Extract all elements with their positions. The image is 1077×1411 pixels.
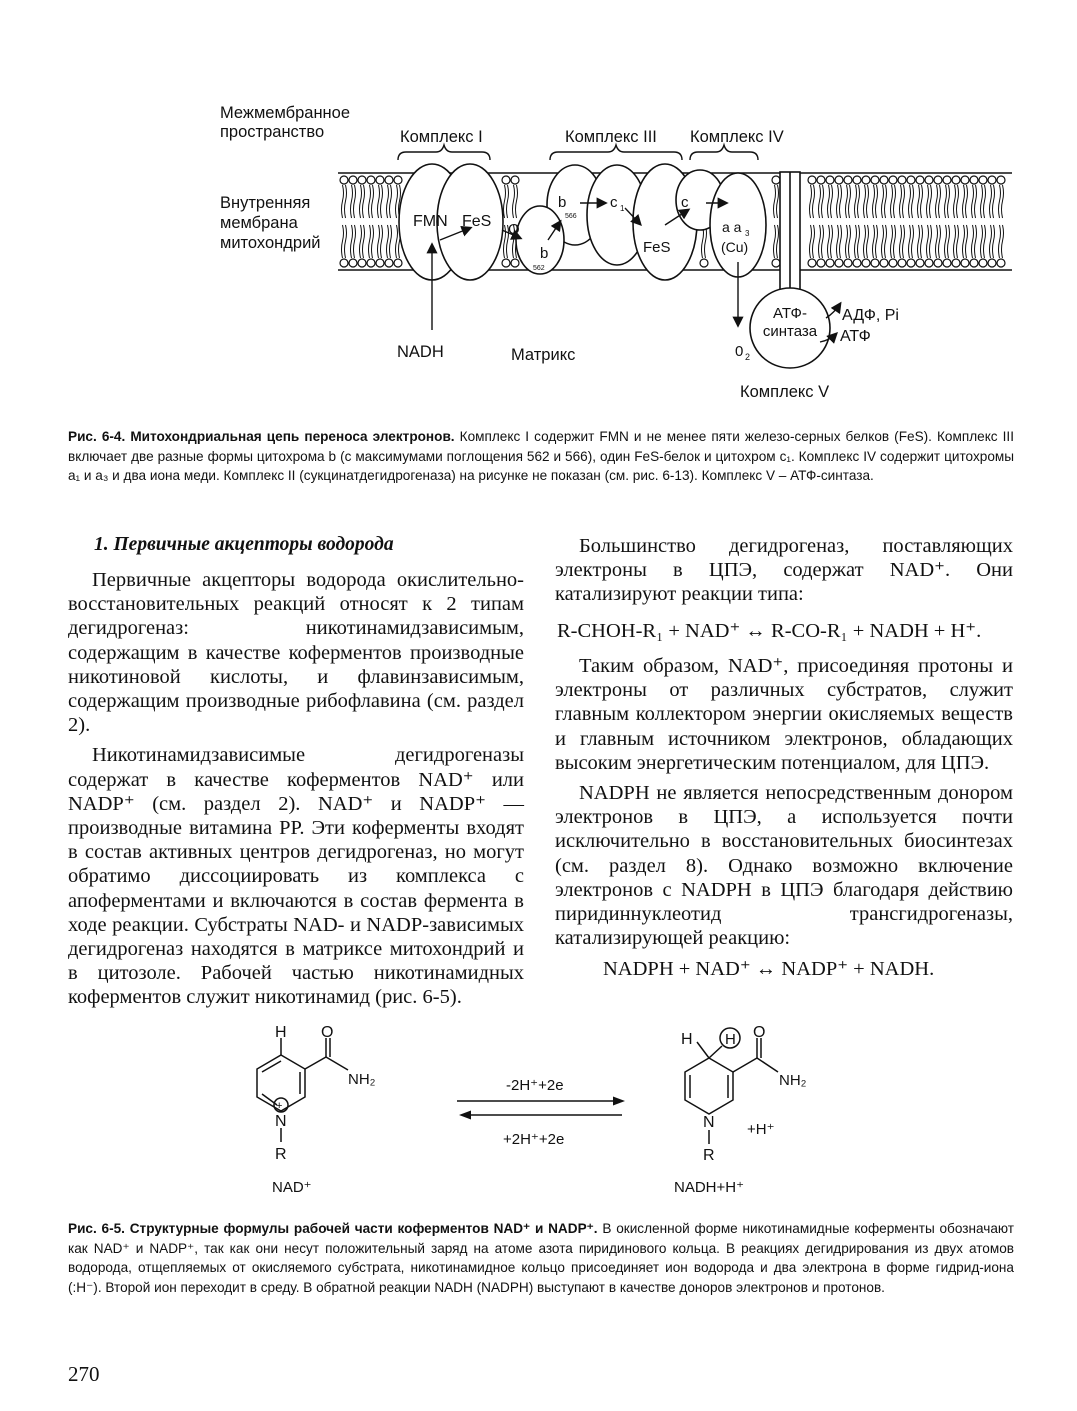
lipid-head (808, 176, 816, 184)
lipid-tail (873, 225, 875, 258)
lipid-tail (903, 185, 905, 218)
lipid-head (340, 176, 348, 184)
lipid-head (502, 176, 510, 184)
lipid-head (997, 176, 1005, 184)
lipid-tail (990, 185, 992, 218)
lipid-head (853, 176, 861, 184)
lipid-tail (981, 185, 983, 218)
equation-2: NADPH + NAD⁺ ↔ NADP⁺ + NADH. (603, 958, 935, 980)
lipid-tail (810, 185, 812, 218)
lipid-head (394, 259, 402, 267)
lipid-tail (894, 225, 896, 258)
right-column-continued (555, 654, 1013, 956)
lipid-head (880, 176, 888, 184)
fes-1-label: FeS (462, 213, 492, 230)
lipid-head (772, 176, 780, 184)
lipid-head (961, 259, 969, 267)
lipid-head (772, 259, 780, 267)
nad-ring (257, 1038, 348, 1142)
lipid-tail (516, 185, 518, 218)
lipid-head (853, 259, 861, 267)
lipid-tail (909, 225, 911, 258)
lipid-tail (840, 225, 842, 258)
right-paragraph-3: NADPH не является непосредственным донором электронов в ЦПЭ, а используется почти исключительно в восстановительных биосинтезах (см. раздел 8). Однако возможно включение электронов с NADPH в ЦПЭ благодаря действию пиридиннуклеотид трансгидрогеназы, катализирующей реакцию: (555, 782, 1013, 950)
inner-membrane-label-1: Внутренняя (220, 194, 311, 212)
lipid-head (889, 259, 897, 267)
atp-label: АТФ (840, 328, 871, 345)
figure-6-5-caption-text: В окисленной форме никотинамидные коферменты обозначают как NAD⁺ и NADP⁺, так как они несут положительный заряд на атоме азота пиридинового кольца. В реакциях дегидрирования из двух атомов водорода, отщепляемых от окисляемого субстрата, никотинамидное кольцо присоединяет ион водорода и два электрона в форме гидрид-иона (:Н⁻). Второй ион переходит в среду. В обратной реакции NADH (NADPH) выступают в качестве доноров электронов и протонов. (68, 1221, 1014, 1295)
lipid-tail (849, 225, 851, 258)
lipid-head (943, 259, 951, 267)
lipid-tail (885, 225, 887, 258)
lipid-head (367, 176, 375, 184)
lipid-tail (396, 225, 398, 258)
lipid-head (862, 259, 870, 267)
lipid-tail (819, 185, 821, 218)
lipid-tail (840, 185, 842, 218)
lipid-tail (963, 185, 965, 218)
left-column (68, 568, 524, 1016)
nad-n-label: N (275, 1113, 287, 1130)
lipid-head (385, 176, 393, 184)
lipid-tail (912, 225, 914, 258)
lipid-tail (936, 225, 938, 258)
intermembrane-label-1: Межмембранное (220, 104, 351, 122)
lipid-tail (882, 185, 884, 218)
lipid-head (502, 259, 510, 267)
electron-transport-chain-diagram (0, 0, 1077, 420)
lipid-head (925, 176, 933, 184)
lipid-tail (846, 185, 848, 218)
lipid-tail (819, 225, 821, 258)
lipid-tail (909, 185, 911, 218)
complex-1-label: Комплекс I (400, 128, 483, 146)
b562-label: b (540, 245, 549, 262)
proton-label: +H⁺ (747, 1121, 775, 1138)
equation-1: R-CHOH-R₁ + NAD⁺ ↔ R-CO-R₁ + NADH + H⁺. (557, 620, 982, 642)
lipid-tail (891, 185, 893, 218)
lipid-tail (867, 185, 869, 218)
left-paragraph-1: Первичные акцепторы водорода окислительно-восстановительных реакций относят к 2 типам дегидрогеназ: никотинамидзависимым, содержащим в качестве коферментов производные никотиновой кислоты, и флавинзависимым, содержащим производные рибофлавина (см. раздел 2). (68, 569, 524, 737)
lipid-head (889, 176, 897, 184)
lipid-tail (387, 185, 389, 218)
lipid-tail (813, 185, 815, 218)
lipid-head (808, 259, 816, 267)
lipid-tail (867, 225, 869, 258)
lipid-head (367, 259, 375, 267)
lipid-tail (369, 225, 371, 258)
lipid-tail (354, 185, 356, 218)
lipid-head (844, 176, 852, 184)
lipid-head (871, 176, 879, 184)
lipid-tail (813, 225, 815, 258)
figure-6-5-caption (68, 1219, 1014, 1297)
lipid-tail (381, 185, 383, 218)
lipid-tail (369, 185, 371, 218)
lipid-tail (966, 185, 968, 218)
lipid-tail (999, 225, 1001, 258)
lipid-tail (993, 185, 995, 218)
intermembrane-label-2: пространство (220, 123, 325, 141)
lipid-head (511, 176, 519, 184)
lipid-tail (837, 185, 839, 218)
nadh-circled-h-label: H (725, 1031, 736, 1048)
c1-subscript: 1 (620, 204, 625, 213)
lipid-tail (822, 225, 824, 258)
lipid-tail (873, 185, 875, 218)
nadh-name-label: NADH+H⁺ (674, 1179, 745, 1196)
nadh-h-label: H (681, 1031, 693, 1048)
nadh-label: NADH (397, 343, 444, 361)
lipid-tail (342, 185, 344, 218)
lipid-tail (948, 225, 950, 258)
lipid-head (385, 259, 393, 267)
lipid-head (988, 259, 996, 267)
lipid-tail (891, 225, 893, 258)
lipid-tail (1002, 225, 1004, 258)
lipid-tail (984, 225, 986, 258)
fmn-label: FMN (413, 213, 448, 230)
nad-nh2-label: NH₂ (348, 1071, 376, 1088)
nadh-r-label: R (703, 1147, 715, 1164)
c1-label: c (610, 194, 618, 211)
lipid-tail (864, 185, 866, 218)
matrix-label: Матрикс (511, 346, 576, 364)
lipid-tail (1002, 185, 1004, 218)
lipid-tail (858, 225, 860, 258)
nad-name-label: NAD⁺ (272, 1179, 312, 1196)
lipid-tail (918, 185, 920, 218)
lipid-head (871, 259, 879, 267)
lipid-tail (900, 225, 902, 258)
figure-6-4-caption (68, 427, 1014, 486)
lipid-tail (381, 225, 383, 258)
forward-reaction-label: -2H⁺+2e (506, 1077, 564, 1094)
nad-plus-label: + (276, 1100, 283, 1112)
lipid-head (916, 259, 924, 267)
nad-r-label: R (275, 1146, 287, 1163)
lipid-tail (774, 185, 776, 218)
lipid-tail (372, 185, 374, 218)
cu-label: (Cu) (721, 239, 749, 255)
lipid-head (979, 259, 987, 267)
lipid-head (817, 259, 825, 267)
complex-braces (398, 145, 758, 160)
lipid-tail (855, 225, 857, 258)
lipid-tail (975, 185, 977, 218)
lipid-tail (930, 225, 932, 258)
lipid-head (376, 176, 384, 184)
lipid-tail (954, 185, 956, 218)
lipid-tail (948, 185, 950, 218)
lipid-tail (831, 225, 833, 258)
lipid-tail (360, 185, 362, 218)
aa3-label: a a (722, 219, 742, 235)
lipid-tail (990, 225, 992, 258)
lipid-tail (777, 225, 779, 258)
lipid-tail (345, 185, 347, 218)
lipid-tail (507, 185, 509, 218)
lipid-head (925, 259, 933, 267)
lipid-tail (828, 225, 830, 258)
lipid-head (970, 259, 978, 267)
q-label: Q (508, 221, 520, 238)
lipid-head (844, 259, 852, 267)
lipid-tail (939, 185, 941, 218)
lipid-tail (378, 225, 380, 258)
b566-subscript: 566 (565, 213, 577, 220)
lipid-tail (876, 185, 878, 218)
b562-subscript: 562 (533, 265, 545, 272)
lipid-head (358, 176, 366, 184)
atp-synthase-label-2: синтаза (762, 323, 818, 340)
left-paragraph-2: Никотинамидзависимые дегидрогеназы содержат в качестве коферментов NAD⁺ или NADP⁺ (см. раздел 2). NAD⁺ и NADP⁺ — производные витамина РР. Эти коферменты входят в состав активных центров дегидрогеназ, но могут обратимо диссоциировать из комплекса с апоферментами и включаются в состав фермента в ходе реакции. Субстраты NAD- и NADP-зависимых дегидрогеназ находятся в матриксе митохондрий и в цитозоле. Рабочей частью никотинамидных коферментов служит никотинамид (рис. 6-5). (68, 744, 524, 1009)
lipid-head (898, 176, 906, 184)
inner-membrane-label-3: митохондрий (220, 234, 321, 252)
lipid-tail (354, 225, 356, 258)
b566-label: b (558, 194, 567, 211)
lipid-head (961, 176, 969, 184)
lipid-tail (882, 225, 884, 258)
lipid-tail (822, 185, 824, 218)
lipid-tail (372, 225, 374, 258)
lipid-head (979, 176, 987, 184)
lipid-tail (957, 185, 959, 218)
lipid-tail (894, 185, 896, 218)
lipid-head (826, 176, 834, 184)
lipid-tail (972, 185, 974, 218)
lipid-tail (378, 185, 380, 218)
page-number: 270 (68, 1362, 100, 1386)
lipid-tail (900, 185, 902, 218)
lipid-tail (927, 185, 929, 218)
o2-subscript: 2 (745, 352, 751, 362)
complex-4-label: Комплекс IV (690, 128, 784, 146)
lipid-tail (957, 225, 959, 258)
lipid-head (835, 176, 843, 184)
lipid-tail (999, 185, 1001, 218)
lipid-head (952, 259, 960, 267)
lipid-tail (921, 185, 923, 218)
lipid-head (376, 259, 384, 267)
nadh-n-label: N (703, 1114, 715, 1131)
lipid-tail (885, 185, 887, 218)
nad-h-label: H (275, 1024, 287, 1041)
nadh-o-label: O (753, 1024, 766, 1041)
lipid-tail (945, 225, 947, 258)
lipid-head (349, 259, 357, 267)
lipid-head (349, 176, 357, 184)
lipid-tail (345, 225, 347, 258)
lipid-head (907, 259, 915, 267)
lipid-tail (921, 225, 923, 258)
lipid-tail (918, 225, 920, 258)
lipid-tail (396, 185, 398, 218)
fes-3-label: FeS (643, 239, 671, 256)
lipid-tail (777, 185, 779, 218)
o2-label: 0 (735, 343, 744, 360)
nadh-nh2-label: NH₂ (779, 1072, 807, 1089)
lipid-tail (903, 225, 905, 258)
inner-membrane-label-2: мембрана (220, 214, 298, 232)
nicotinamide-structure-diagram (0, 1010, 1077, 1220)
lipid-tail (387, 225, 389, 258)
lipid-head (880, 259, 888, 267)
lipid-tail (351, 185, 353, 218)
lipid-tail (981, 225, 983, 258)
lipid-tail (927, 225, 929, 258)
lipid-tail (945, 185, 947, 218)
lipid-tail (363, 185, 365, 218)
lipid-tail (855, 185, 857, 218)
lipid-head (943, 176, 951, 184)
aa3-subscript: 3 (745, 229, 750, 238)
lipid-tail (939, 225, 941, 258)
lipid-tail (774, 225, 776, 258)
lipid-tail (351, 225, 353, 258)
nad-o-label: O (321, 1024, 334, 1041)
lipid-tail (831, 185, 833, 218)
lipid-head (826, 259, 834, 267)
lipid-head (997, 259, 1005, 267)
lipid-head (511, 259, 519, 267)
lipid-tail (504, 185, 506, 218)
lipid-tail (390, 185, 392, 218)
lipid-tail (936, 185, 938, 218)
lipid-tail (930, 185, 932, 218)
lipid-head (934, 176, 942, 184)
lipid-tail (972, 225, 974, 258)
figure-6-4-caption-title: Рис. 6-4. Митохондриальная цепь переноса электронов. (68, 429, 455, 444)
c-label: c (681, 194, 689, 211)
lipid-head (700, 259, 708, 267)
lipid-tail (864, 225, 866, 258)
lipid-tail (360, 225, 362, 258)
complex-5-label: Комплекс V (740, 383, 830, 401)
lipid-head (835, 259, 843, 267)
lipid-head (907, 176, 915, 184)
lipid-tail (810, 225, 812, 258)
lipid-tail (966, 225, 968, 258)
lipid-tail (858, 185, 860, 218)
lipid-tail (390, 225, 392, 258)
lipid-tail (993, 225, 995, 258)
lipid-head (817, 176, 825, 184)
right-column (555, 534, 1013, 613)
right-paragraph-2: Таким образом, NAD⁺, присоединяя протоны и электроны от различных субстратов, служит главным коллектором энергии окисляемых веществ и главным источником электронов, обладающих высоким энергетическим потенциалом, для ЦПЭ. (555, 655, 1013, 774)
lipid-tail (342, 225, 344, 258)
figure-6-4-caption-text: Комплекс I содержит FMN и не менее пяти железо-серных белков (FeS). Комплекс III включает две разные формы цитохрома b (с максимумами поглощения 562 и 566), один FeS-белок и цитохром с₁. Комплекс IV содержит цитохромы а₁ и а₃ и два иона меди. Комплекс II (сукцинатдегидрогеназа) на рисунке не показан (см. рис. 6-13). Комплекс V – АТФ-синтаза. (68, 429, 1014, 483)
lipid-tail (828, 185, 830, 218)
lipid-tail (912, 185, 914, 218)
lipid-head (340, 259, 348, 267)
lipid-head (394, 176, 402, 184)
lipid-tail (954, 225, 956, 258)
lipid-head (862, 176, 870, 184)
lipid-tail (975, 225, 977, 258)
lipid-tail (837, 225, 839, 258)
lipid-head (358, 259, 366, 267)
adp-pi-label: АДФ, Pi (842, 307, 899, 324)
lipid-tail (849, 185, 851, 218)
atp-synthase-label-1: АТФ- (773, 305, 807, 322)
lipid-tail (984, 185, 986, 218)
lipid-tail (846, 225, 848, 258)
lipid-tail (876, 225, 878, 258)
lipid-tail (513, 185, 515, 218)
section-heading: 1. Первичные акцепторы водорода (94, 534, 394, 555)
lipid-head (916, 176, 924, 184)
lipid-head (934, 259, 942, 267)
lipid-head (988, 176, 996, 184)
right-paragraph-1: Большинство дегидрогеназ, поставляющих электроны в ЦПЭ, содержат NAD⁺. Они катализируют реакции типа: (555, 535, 1013, 606)
figure-6-5-caption-title: Рис. 6-5. Структурные формулы рабочей части коферментов NAD⁺ и NADP⁺. (68, 1221, 598, 1236)
reverse-reaction-label: +2H⁺+2e (503, 1131, 565, 1148)
lipid-tail (504, 225, 506, 258)
lipid-tail (363, 225, 365, 258)
complex-3-label: Комплекс III (565, 128, 657, 146)
lipid-head (952, 176, 960, 184)
lipid-head (970, 176, 978, 184)
lipid-head (898, 259, 906, 267)
lipid-tail (963, 225, 965, 258)
